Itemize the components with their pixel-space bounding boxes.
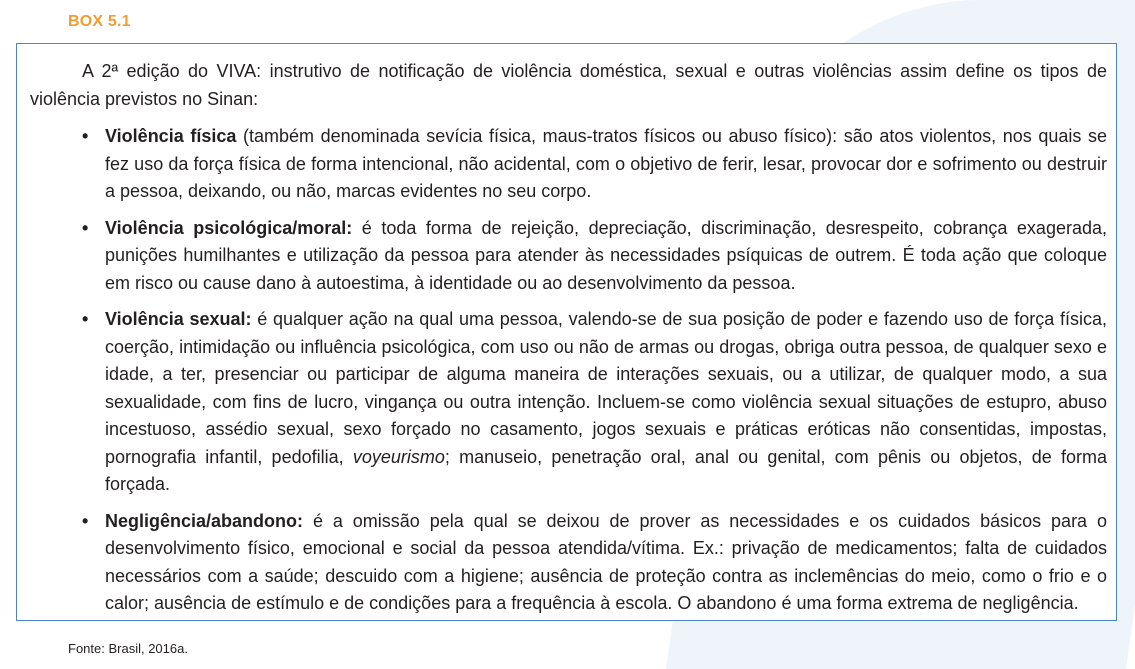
term-physical: Violência física xyxy=(105,126,237,146)
term-psychological: Violência psicológica/moral: xyxy=(105,217,353,238)
term-neglect: Negligência/abandono: xyxy=(105,510,304,531)
box-content xyxy=(30,58,1107,627)
definition-physical: (também denominada sevícia física, maus-tratos físicos ou abuso físico): são atos violentos, nos quais se fez uso da força física de forma intencional, não acidental, com o objetivo de ferir, lesar, provocar dor e sofrimento ou destruir a pessoa, deixando, ou não, marcas evidentes no seu corpo. xyxy=(105,126,1107,201)
definition-sexual-italic: voyeurismo xyxy=(352,446,445,467)
violence-types-list xyxy=(30,123,1107,618)
bullet-icon: • xyxy=(82,217,89,238)
intro-paragraph: A 2ª edição do VIVA: instrutivo de notificação de violência doméstica, sexual e outras violências assim define os tipos de violência previstos no Sinan: xyxy=(30,61,1107,109)
list-item-sexual xyxy=(30,306,1107,499)
definition-neglect: é a omissão pela qual se deixou de prover as necessidades e os cuidados básicos para o desenvolvimento físico, emocional e social da pessoa atendida/vítima. Ex.: privação de medicamentos; falta de cuidados necessários com a saúde; descuido com a higiene; ausência de proteção contra as inclemências do meio, como o frio e o calor; ausência de estímulo e de condições para a frequência à escola. O abandono é uma forma extrema de negligência. xyxy=(105,510,1107,613)
bullet-icon: • xyxy=(82,510,89,531)
box-label: BOX 5.1 xyxy=(68,13,131,30)
definition-sexual-end: ; manuseio, penetração oral, anal ou genital, com pênis ou objetos, de forma forçada. xyxy=(105,446,1107,494)
definition-psychological: é toda forma de rejeição, depreciação, discriminação, desrespeito, cobrança exagerada, punições humilhantes e utilização da pessoa para atender às necessidades psíquicas de outrem. É toda ação que coloque em risco ou cause dano à autoestima, à identidade ou ao desenvolvimento da pessoa. xyxy=(105,217,1107,293)
list-item-neglect xyxy=(30,508,1107,618)
definition-sexual: é qualquer ação na qual uma pessoa, valendo-se de sua posição de poder e fazendo uso de força física, coerção, intimidação ou influência psicológica, com uso ou não de armas ou drogas, obriga outra pessoa, de qualquer sexo e idade, a ter, presenciar ou participar de alguma maneira de interações sexuais, ou a utilizar, de qualquer modo, a sua sexualidade, com fins de lucro, vingança ou outra intenção. Incluem-se como violência sexual situações de estupro, abuso incestuoso, assédio sexual, sexo forçado no casamento, jogos sexuais e práticas eróticas não consentidas, impostas, pornografia infantil, pedofilia, xyxy=(105,309,1107,467)
source-citation: Fonte: Brasil, 2016a. xyxy=(68,641,188,656)
bullet-icon: • xyxy=(82,126,89,146)
list-item-psychological xyxy=(30,215,1107,298)
term-sexual: Violência sexual: xyxy=(105,309,252,329)
bullet-icon: • xyxy=(82,309,89,329)
list-item-physical xyxy=(30,123,1107,206)
